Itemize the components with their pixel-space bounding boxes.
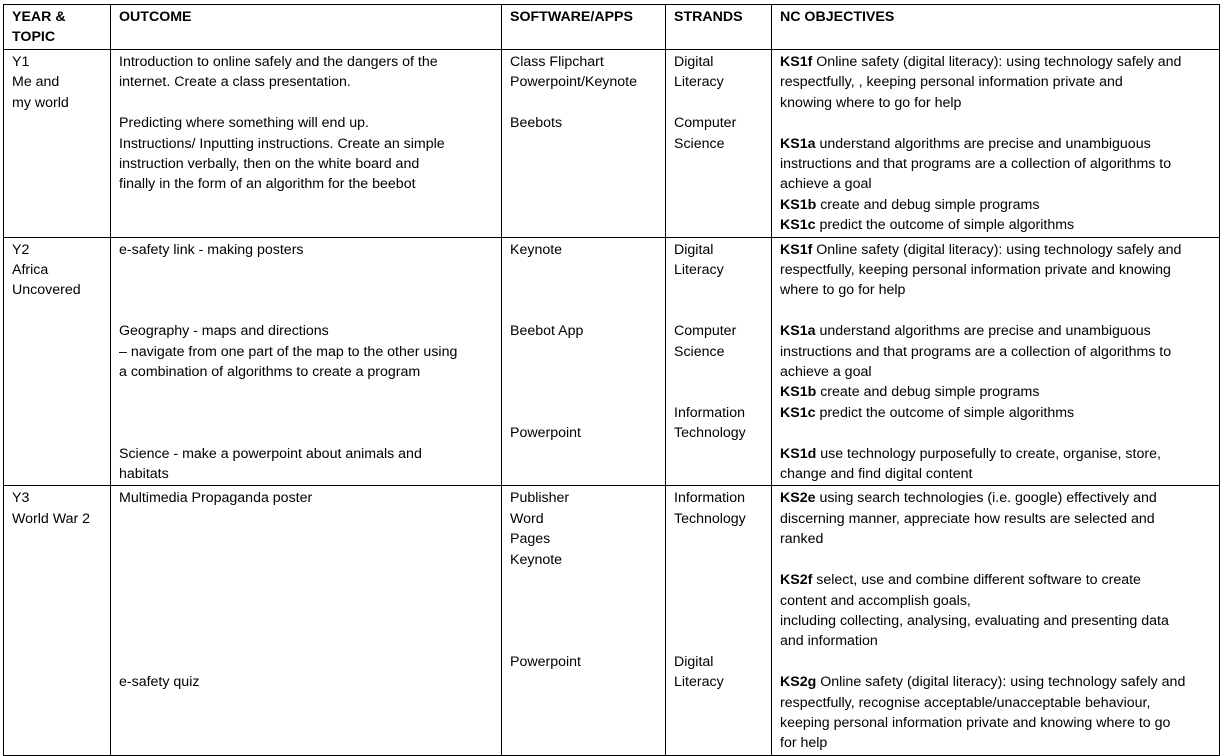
nc-objectives-cell: KS1f Online safety (digital literacy): using technology safely and respectfully, keeping personal information private and knowing where to go for help KS1a understand algorithms are precise and unambiguous instructions and that programs are a collection of algorithms to achieve a goal KS1b create and debug simple programs KS1c predict the outcome of simple algorithms KS1d use technology purposefully to create, organise, store, change and find digital content (772, 237, 1220, 486)
table-row (4, 50, 1220, 238)
header-row (4, 5, 1220, 50)
outcome-cell: Multimedia Propaganda poster e-safety quiz (111, 486, 502, 755)
curriculum-table (3, 4, 1220, 756)
strands-cell: Digital Literacy Computer Science (666, 50, 772, 238)
table-row (4, 237, 1220, 486)
outcome-cell: e-safety link - making posters Geography - maps and directions – navigate from one part of the map to the other using a combination of algorithms to create a program Science - make a powerpoint about animals and habitats (111, 237, 502, 486)
header-nc-objectives: NC OBJECTIVES (772, 5, 1220, 50)
table-row (4, 486, 1220, 755)
header-strands: STRANDS (666, 5, 772, 50)
strands-cell: Information Technology Digital Literacy (666, 486, 772, 755)
software-cell: Keynote Beebot App Powerpoint (502, 237, 666, 486)
nc-objectives-cell: KS2e using search technologies (i.e. google) effectively and discerning manner, appreciate how results are selected and ranked KS2f select, use and combine different software to create content and accomplish goals, including collecting, analysing, evaluating and presenting data and information KS2g Online safety (digital literacy): using technology safely and respectfully, recognise acceptable/unacceptable behaviour, keeping personal information private and knowing where to go for help (772, 486, 1220, 755)
year-topic-cell: Y3 World War 2 (4, 486, 111, 755)
header-outcome: OUTCOME (111, 5, 502, 50)
software-cell: Publisher Word Pages Keynote Powerpoint (502, 486, 666, 755)
outcome-cell: Introduction to online safely and the dangers of the internet. Create a class presentation. Predicting where something will end up. Instructions/ Inputting instructions. Create an simple instruction verbally, then on the white board and finally in the form of an algorithm for the beebot (111, 50, 502, 238)
header-year-topic: YEAR & TOPIC (4, 5, 111, 50)
strands-cell: Digital Literacy Computer Science Information Technology (666, 237, 772, 486)
nc-objectives-cell: KS1f Online safety (digital literacy): using technology safely and respectfully, , keeping personal information private and knowing where to go for help KS1a understand algorithms are precise and unambiguous instructions and that programs are a collection of algorithms to achieve a goal KS1b create and debug simple programs KS1c predict the outcome of simple algorithms (772, 50, 1220, 238)
year-topic-cell: Y1 Me and my world (4, 50, 111, 238)
software-cell: Class Flipchart Powerpoint/Keynote Beebots (502, 50, 666, 238)
header-software: SOFTWARE/APPS (502, 5, 666, 50)
year-topic-cell: Y2 Africa Uncovered (4, 237, 111, 486)
